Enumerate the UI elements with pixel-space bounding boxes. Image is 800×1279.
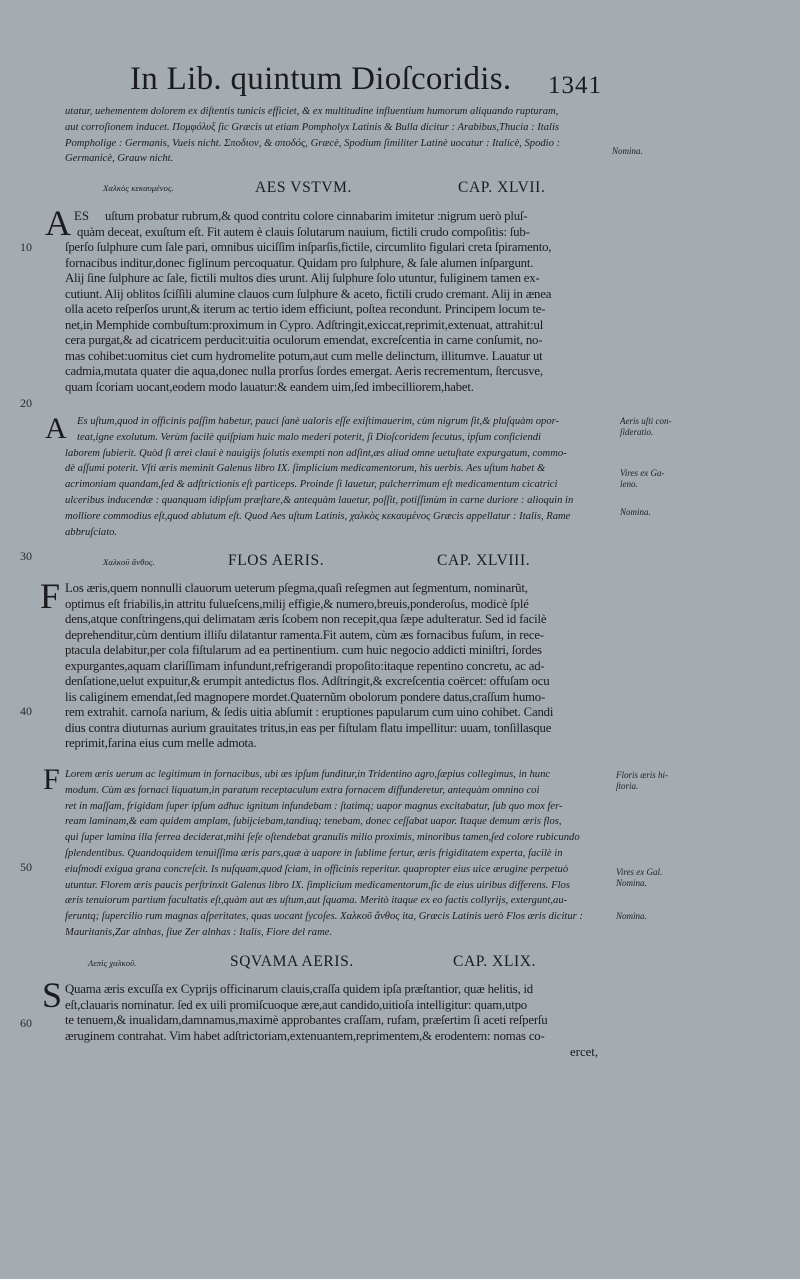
text-line: deprehenditur,cùm dentium illiſu dilatantur ramenta.Fit autem, cùm æs fornacibus fuſum, in rece- <box>65 627 544 642</box>
text-line: Lorem æris uerum ac legitimum in fornacibus, ubi æs ipſum funditur,in Tridentino agro,ſæpius collegimus, in hunc <box>65 769 551 780</box>
text-line: aut corroſionem inducet. Πομφόλυξ ſic Græcis ut etiam Pompholyx Latinis & Bulla dicitur : Arabibus,Thucia : Italis <box>65 121 560 133</box>
text-line: modum. Cùm æs fornaci liquatum,in paratum receptaculum extra fornacem diffunderetur, antequàm omnino coi <box>65 784 540 796</box>
greek-heading: Χαλκὸς κεκαυμένος. <box>103 183 174 193</box>
line-number: 10 <box>20 240 32 254</box>
text-line: optimus eſt friabilis,in attritu fulueſcens,milij effigie,& numero,breuis,ponderoſus, modicè ſplé <box>65 596 529 611</box>
running-head-title: In Lib. quintum Dioſcoridis. <box>130 61 512 97</box>
text-line: Pompholige : Germanis, Vueis nicht. Σποδιον, & σποδός, Græcè, Spodium ſimiliter Latinè uocatur : Italicè, Spodio : <box>65 137 561 149</box>
chapter-number: CAP. XLVII. <box>458 179 546 196</box>
first-word: ES <box>74 209 89 223</box>
text-line: abbruſciato. <box>65 526 118 538</box>
text-line: te tenuem,& inualidam,damnamus,maximè approbantes craſſam, rufam, præſertim ſi aceti reſperſu <box>65 1013 548 1027</box>
text-line: cera purgat,& ad cicatricem perducit:uitia oculorum emendat, excreſcentia in carne conſumit, no- <box>65 333 543 347</box>
catchword: ercet, <box>570 1045 599 1059</box>
text-line: utatur, uehementem dolorem ex diſtentis tunicis efficiet, & ex multitudine influentium humorum aliquando rupturam, <box>65 106 559 117</box>
margin-note: ſtoria. <box>616 781 639 791</box>
text-line: net,in Memphide combuſtum:proximum in Cypro. Adſtringit,exiccat,reprimit,extenuat, attrahit:ul <box>65 317 544 332</box>
text-line: ream laminam,& eam quidem amplam, ſubijciebam,tandiuq; tenebam, donec ceſſabat uapor. Itaque demum æris flos, <box>65 816 562 828</box>
text-line: ret in maſſam, frigidam ſuper ipſum adhuc ignitum infundebam : ſtatimq; uapor magnus excitabatur, ſub quo mox fer- <box>65 800 563 812</box>
drop-cap: A <box>45 412 67 445</box>
commentary <box>65 414 610 540</box>
text-line: qui ſuper lamina illa ferrea deciderat,mihi ſeſe oſtendebat granulis milio proximis, minoribus tamen,ſed colore rubicundo <box>65 832 580 844</box>
text-line: molliore commodius eſt,quod ablutum eſt. Quod Aes uſtum Latinis, χαλκὸς κεκαυμένος Græcis appellatur : Italis, Rame <box>65 510 571 522</box>
text-line: lis caliginem emendat,ſed magnopere mordet.Quaternũm obolorum pondere datus,craſſum humo- <box>65 689 546 704</box>
text-line: ſplendentibus. Quandoquidem tenuiſſima æris pars,quæ à uapore in ſublime fertur, æris frigiditatem experta, facilè in <box>65 847 563 859</box>
text-line: acrimoniam quandam,ſed & adſtrictionis eſt particeps. Proinde ſi lauetur, pulcherrimum eſt medicamentum cicatrici <box>65 479 558 491</box>
text-line: eſt,clauaris nominatur. ſed ex uili promiſcuoque ære,aut candido,uitioſa intelligitur: quam,utpo <box>65 997 527 1012</box>
text-line: rem extrahit. carnoſa narium, & ſedis uitia abſumit : eruptiones papularum cum uino cohibet. Candi <box>65 705 554 719</box>
text-line: cutiunt. Alij oblitos ſciſſili alumine clauos cum ſulphure & aceto, fictili crudo cremant. Alij in ænea <box>65 286 552 301</box>
drop-cap: A <box>45 203 71 243</box>
text-line: dens,atque conſtringens,qui delimatam æris ſcobem non recepit,qua ſæpe adulteratur. Sed id facilè <box>65 612 547 626</box>
text-line: Alij ſine ſulphure ac ſale, fictili multos dies urunt. Alij ſulphure ſolo utuntur, fuliginem tamen ex- <box>65 271 540 285</box>
drop-cap: F <box>43 763 60 796</box>
text-line: expurgantes,aquam clariſſimam infundunt,refrigerandi propoſito:itaque repentino concretu, ac ad- <box>65 658 545 673</box>
text-line: quàm deceat, exuſtum eſt. Fit autem è clauis ſolutarum nauium, fictili crudo compoſitis: ſub- <box>77 224 530 239</box>
text-line: laborem ſubierit. Quòd ſi ærei claui è nauigijs ſolutis exempti non adſint,æs aliud omne uetuſtate expurgatum, commo- <box>65 447 567 459</box>
intro-commentary <box>65 104 605 167</box>
line-number: 60 <box>20 1016 32 1030</box>
drop-cap: F <box>40 576 61 616</box>
text-line: Mauritanis,Zar alnhas, ſiue Zer alnhas : Italis, Fiore del rame. <box>65 926 333 938</box>
margin-note: Nomina. <box>616 878 647 888</box>
text-line: quam ſcoriam uocant,eodem modo lauatur:& eandem uim,ſed imbecilliorem,habet. <box>65 379 474 394</box>
margin-note: Nomina. <box>616 911 647 921</box>
text-line: teat,igne exolutum. Verùm facilè quiſpiam huic malo mederi poterit, ſi Dioſcoridem ſecutus, ipſum conficiendi <box>77 431 541 443</box>
text-line: olla aceto reſperſos urunt,& iterum ac tertio idem efficiunt, poſtea recondunt. Principem locum te- <box>65 302 546 316</box>
text-line: dè aſſumi poterit. Vſti æris meminit Galenus libro IX. ſimplicium medicamentorum, his uerbis. Aes uſtum habet & <box>65 463 546 475</box>
text-line: Germanicè, Grauw nicht. <box>65 153 174 165</box>
margin-note: Vires ex Gal. <box>616 867 663 877</box>
text-line: eiuſmodi exigua grana concreſcit. Is nuſquam,quod ſciam, in officinis reperitur. quapropter eius uice ærugine perpetuò <box>65 863 569 875</box>
page-number: 1341 <box>548 72 602 99</box>
text-line: mas cohibet:uomitus ciet cum hydromelite potum,aut cum melle delinctum, illitumve. Lauatur ut <box>65 348 543 363</box>
text-line: æris tenuiorum partium facultatis eſt,quàm aut æs uſtum,aut ſquama. Meritò itaque ex eo factis collyrijs, extergunt,au- <box>65 895 568 907</box>
text-line: reprimit,farina eius cum melle admota. <box>65 736 257 750</box>
text-line: Los æris,quem nonnulli clauorum ueterum pſegma,quaſi reſegmen aut ſegmentum, nominarũt, <box>65 581 528 595</box>
text-line: ulceribus inducendæ : quanquam idipſum præſtare,& antequàm lauetur, poſſit, potiſſimùm in carne duriore : alioquin in <box>65 494 574 506</box>
line-number: 30 <box>20 549 32 563</box>
text-line: ptacula delabitur,per cola fiſtularum ad ea pertinentium. cum huic negocio addicti miniſtri, ſordes <box>65 643 542 657</box>
margin-note: Aeris uſti con- <box>620 416 672 426</box>
text-line: Es uſtum,quod in officinis paſſim habetur, pauci ſanè ualoris eſſe exiſtimauerim, cùm nigrum ſit,& pluſquàm opor- <box>77 416 560 427</box>
margin-note: Floris æris hi- <box>616 770 669 780</box>
text-line: fornacibus inditur,donec figlinum percoquatur. Quidam pro ſulphure, & ſale alumen inſpargunt. <box>65 255 534 270</box>
text-line: uſtum probatur rubrum,& quod contritu colore cinnabarim imitetur :nigrum uerò pluſ- <box>105 209 528 223</box>
text-line: utuntur. Florem æris paucis perſtrinxit Galenus libro IX. ſimplicium medicamentorum,ſic de eius uiribus differens. Flos <box>65 879 570 891</box>
chapter-text <box>65 982 610 1044</box>
chapter-number: CAP. XLIX. <box>453 953 537 970</box>
text-line: æruginem contrahat. Vim habet adſtrictoriam,extenuantem,reprimentem,& erodentem: nomas co- <box>65 1028 545 1043</box>
chapter-title: AES VSTVM. <box>255 179 353 196</box>
margin-note: Vires ex Ga- <box>620 468 665 478</box>
text-line: dius contra diuturnas aurium grauitates tritus,in eas per fiſtulam flatu impellitur: uuam, tonſillasque <box>65 720 552 735</box>
chapter-text <box>65 581 605 752</box>
margin-note: leno. <box>620 479 638 489</box>
line-number: 20 <box>20 396 32 410</box>
text-line: feruntq; ſupercilio rum magnas aſperitates, quas uocant ſycoſes. Χαλκοῦ ἄνθος ita, Græcis Latinis uerò Flos æris dicitur : <box>65 911 583 923</box>
greek-heading: Χαλκοῦ ἄνθος. <box>103 557 155 567</box>
chapter-title: SQVAMA AERIS. <box>230 953 354 970</box>
margin-note: ſideratio. <box>620 427 654 437</box>
text-line: Quama æris excuſſa ex Cyprijs officinarum clauis,craſſa quidem ipſa præſtantior, quæ helitis, id <box>65 982 534 996</box>
text-line: denſatione,uelut expuitur,& erumpit antedictus flos. Adſtringit,& excreſcentia coërcet: offuſam ocu <box>65 674 550 688</box>
text-line: ſperſo ſulphure cum ſale pari, omnibus uiciſſim inſparſis,fictile, circumlito figulari creta ſpiramento, <box>65 240 552 254</box>
commentary <box>65 767 610 941</box>
line-number: 40 <box>20 704 32 718</box>
chapter-title: FLOS AERIS. <box>228 552 325 569</box>
chapter-text <box>65 209 605 395</box>
drop-cap: S <box>42 975 63 1015</box>
margin-note: Nomina. <box>620 507 651 517</box>
greek-heading: Λεπὶς χαλκοῦ. <box>88 958 137 968</box>
chapter-number: CAP. XLVIII. <box>437 552 531 569</box>
line-number: 50 <box>20 860 32 874</box>
text-line: cadmia,mutata quater die aqua,donec nulla prorſus ſordes emergat. Aeris recrementum, ſtercusve, <box>65 364 543 378</box>
margin-note: Nomina. <box>612 146 643 156</box>
